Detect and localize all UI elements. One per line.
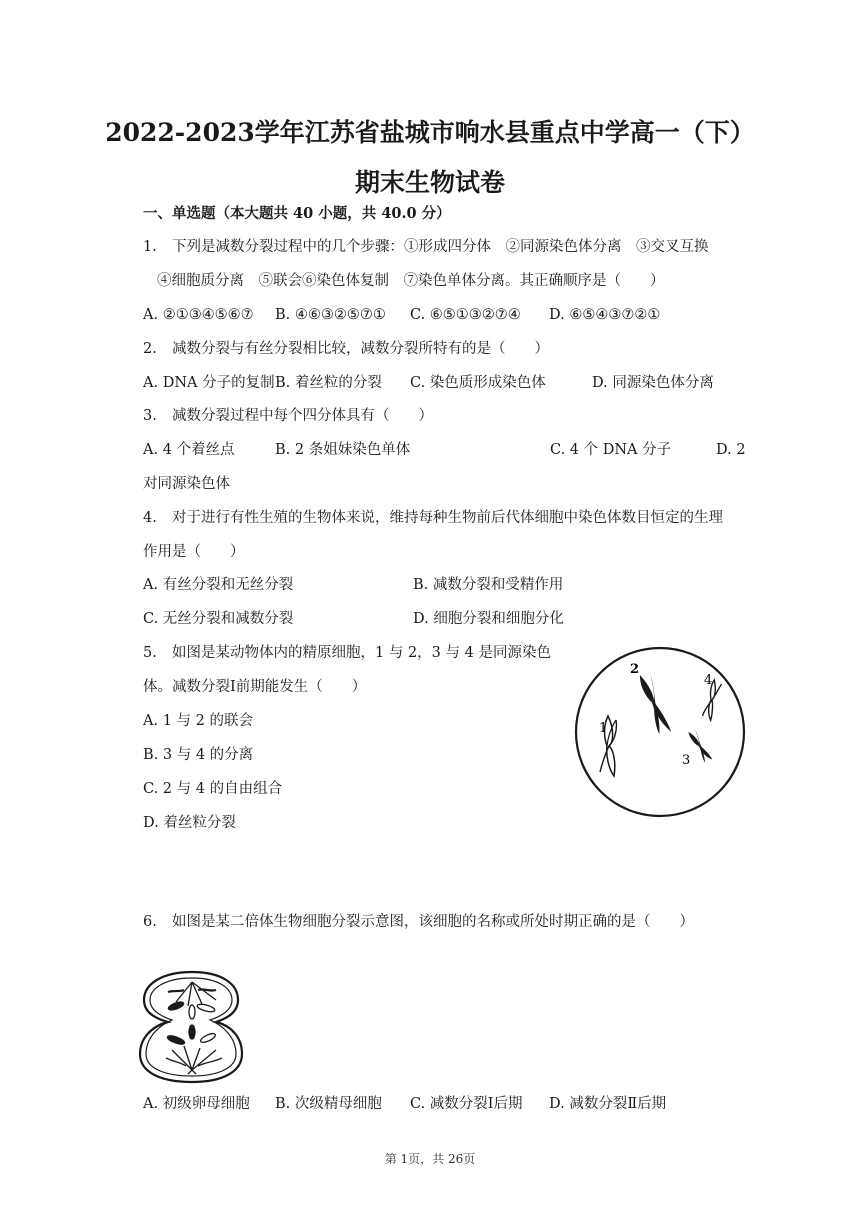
question-5-option-b[interactable]: B. 3 与 4 的分离	[143, 747, 254, 763]
question-4-option-d[interactable]: D. 细胞分裂和细胞分化	[413, 611, 564, 627]
question-3-option-b[interactable]: B. 2 条姐妹染色单体	[275, 442, 411, 458]
question-1-stem-line-1: 下列是减数分裂过程中的几个步骤：①形成四分体 ②同源染色体分离 ③交叉互换	[172, 239, 709, 255]
question-5-option-c[interactable]: C. 2 与 4 的自由组合	[143, 781, 283, 797]
question-4-stem-line-1: 对于进行有性生殖的生物体来说，维持每种生物前后代体细胞中染色体数目恒定的生理	[172, 510, 723, 526]
question-6-option-c[interactable]: C. 减数分裂Ⅰ后期	[410, 1096, 523, 1112]
question-2-option-d[interactable]: D. 同源染色体分离	[592, 375, 714, 391]
dividing-cell-figure	[136, 966, 248, 1086]
chromosome-label-1: 1	[599, 721, 608, 736]
lower-chromosomes	[166, 1025, 222, 1074]
question-1-option-a[interactable]: A. ②①③④⑤⑥⑦	[143, 307, 254, 323]
page-footer: 第 1页，共 26页	[384, 1152, 476, 1166]
chromosome-2	[638, 672, 671, 736]
question-4-stem-line-2: 作用是（ ）	[143, 544, 245, 560]
question-1-stem-line-2: ④细胞质分离 ⑤联会⑥染色体复制 ⑦染色单体分离。其正确顺序是（ ）	[157, 273, 665, 289]
question-2-stem: 减数分裂与有丝分裂相比较，减数分裂所特有的是（ ）	[172, 341, 549, 357]
question-6-option-a[interactable]: A. 初级卵母细胞	[143, 1096, 250, 1112]
chromosome-label-3: 3	[682, 753, 691, 768]
question-1-option-d[interactable]: D. ⑥⑤④③⑦②①	[549, 307, 661, 323]
question-1-option-b[interactable]: B. ④⑥③②⑤⑦①	[275, 307, 386, 323]
question-5-number: 5.	[143, 645, 157, 661]
question-4-option-c[interactable]: C. 无丝分裂和减数分裂	[143, 611, 294, 627]
question-5-option-d[interactable]: D. 着丝粒分裂	[143, 815, 236, 831]
question-6-stem: 如图是某二倍体生物细胞分裂示意图，该细胞的名称或所处时期正确的是（ ）	[172, 914, 694, 930]
question-4-option-b[interactable]: B. 减数分裂和受精作用	[413, 577, 564, 593]
question-3-option-d-continued: 对同源染色体	[143, 476, 230, 492]
question-3-stem: 减数分裂过程中每个四分体具有（ ）	[172, 408, 433, 424]
question-1-number: 1.	[143, 239, 157, 255]
question-2-option-b[interactable]: B. 着丝粒的分裂	[275, 375, 382, 391]
question-3-option-d[interactable]: D. 2	[716, 442, 746, 458]
question-3-number: 3.	[143, 408, 157, 424]
question-2-option-a[interactable]: A. DNA 分子的复制	[143, 375, 275, 391]
question-5-stem-line-1: 如图是某动物体内的精原细胞，1 与 2，3 与 4 是同源染色	[172, 645, 551, 661]
upper-chromosomes	[167, 982, 216, 1019]
chromosome-label-4: 4	[704, 673, 713, 688]
question-3-option-a[interactable]: A. 4 个着丝点	[143, 442, 235, 458]
question-4-option-a[interactable]: A. 有丝分裂和无丝分裂	[143, 577, 294, 593]
chromosome-3	[688, 728, 713, 763]
question-2-number: 2.	[143, 341, 157, 357]
question-4-number: 4.	[143, 510, 157, 526]
question-2-option-c[interactable]: C. 染色质形成染色体	[410, 375, 546, 391]
question-3-option-c[interactable]: C. 4 个 DNA 分子	[550, 442, 672, 458]
question-1-option-c[interactable]: C. ⑥⑤①③②⑦④	[410, 307, 521, 323]
question-6-number: 6.	[143, 914, 157, 930]
document-title: 2022-2023学年江苏省盐城市响水县重点中学高一（下）期末生物试卷	[105, 118, 755, 197]
question-5-option-a[interactable]: A. 1 与 2 的联会	[143, 713, 253, 729]
chromosome-label-2: 2	[630, 662, 640, 677]
spermatogonium-figure	[570, 640, 750, 820]
section-heading: 一、单选题（本大题共 40 小题，共 40.0 分）	[143, 205, 451, 222]
question-6-option-d[interactable]: D. 减数分裂Ⅱ后期	[549, 1096, 667, 1112]
question-5-stem-line-2: 体。减数分裂Ⅰ前期能发生（ ）	[143, 679, 367, 695]
question-6-option-b[interactable]: B. 次级精母细胞	[275, 1096, 382, 1112]
